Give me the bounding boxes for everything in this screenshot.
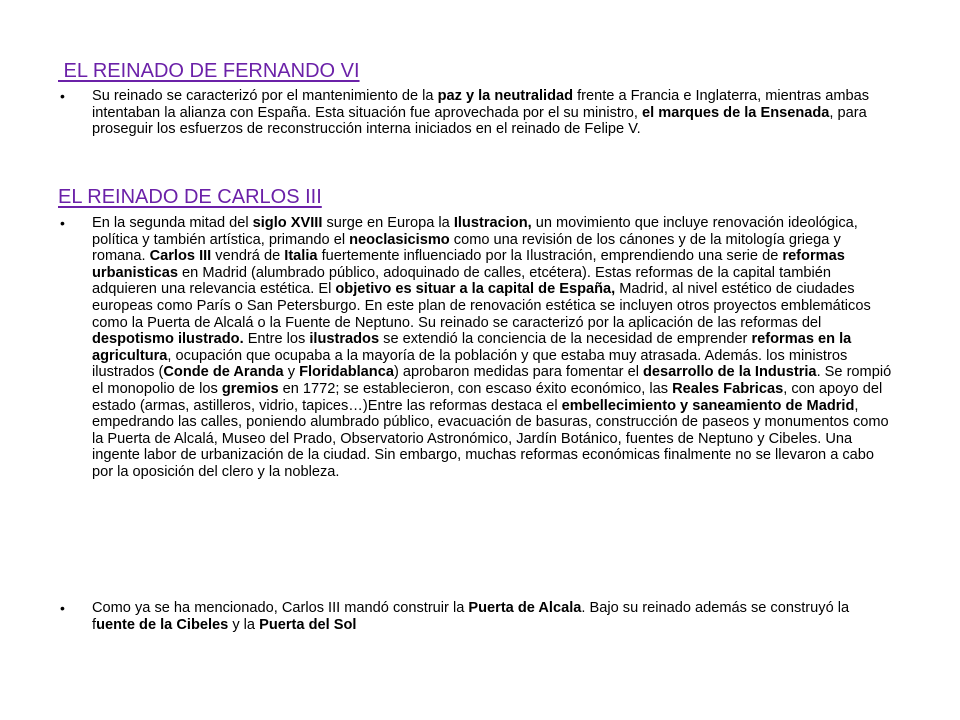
text-run: Entre los <box>243 331 310 348</box>
text-run: En la segunda mitad del <box>92 215 253 231</box>
text-run: . Bajo su reinado además se construyó la f <box>92 600 850 633</box>
bold-phrase: Ilustracion, <box>453 215 532 231</box>
text-run: , empedrando las calles, poniendo alumbrado público, evacuación de basuras, construcción de paseos y monumentos como la Puerta de Alcalá, Museo del Prado, Observatorio Astronómico, Jardín Botánico, fuentes de Neptuno y Cibeles. Una ingente labor de urbanización de la ciudad. Sin embargo, muchas reformas económicas finalmente no se llevaron a cabo por la oposición del clero y la nobleza. <box>92 397 889 480</box>
bold-phrase: siglo XVIII <box>252 215 323 231</box>
text-run: Su reinado se caracterizó por el mantenimiento de la <box>92 88 438 104</box>
text-run: ) aprobaron medidas para fomentar el <box>393 364 643 381</box>
bold-phrase: Carlos III <box>149 248 212 265</box>
bullet-dot: • <box>60 88 65 104</box>
text-run: se extendió la conciencia de la necesidad de emprender <box>379 331 752 348</box>
bold-phrase: Conde de Aranda <box>163 364 284 381</box>
text-run: surge en Europa la <box>322 215 454 231</box>
text-run: Madrid, al nivel estético de ciudades europeas como París o San Petersburgo. En este plan de renovación estética se incluyen otros proyectos emblemáticos como la Puerta de Alcalá o la Fuente de Neptuno. Su reinado se caracterizó por la aplicación de las reformas del <box>92 281 871 331</box>
bold-phrase: neoclasicismo <box>349 231 450 248</box>
bullet-dot: • <box>60 215 65 231</box>
text-run: en Madrid (alumbrado público, adoquinado de calles, etcétera). Estas reformas de la capital también adquieren una relevancia estética. El <box>92 264 832 298</box>
text-run: un movimiento que incluye renovación ideológica, política y también artística, primando el <box>92 215 858 248</box>
text-run: . Se rompió el monopolio de los <box>92 364 892 397</box>
text-run: , ocupación que ocupaba a la mayoría de la población y que estaba muy atrasada. Además. los ministros ilustrados ( <box>92 347 848 381</box>
heading-carlos-iii: EL REINADO DE CARLOS III <box>58 186 322 208</box>
text-run: y <box>283 364 300 381</box>
bold-phrase: embellecimiento y saneamiento de Madrid <box>561 397 855 414</box>
bullet-text <box>92 88 896 138</box>
bold-phrase: Floridablanca <box>299 364 394 381</box>
bullet-text <box>92 600 896 633</box>
text-run: y la <box>228 616 260 633</box>
bold-phrase: despotismo ilustrado. <box>92 331 244 348</box>
bold-phrase: Italia <box>284 248 318 265</box>
text-run: vendrá de <box>211 248 285 265</box>
text-run: frente a Francia e Inglaterra, mientras ambas intentaban la alianza con España. Esta situación fue aprovechada por el su ministro, <box>92 88 870 121</box>
bold-phrase: Puerta del Sol <box>259 616 357 633</box>
text-run: , para proseguir los esfuerzos de reconstrucción interna iniciados en el reinado de Felipe V. <box>92 104 867 138</box>
bold-phrase: reformas en la agricultura <box>92 331 852 364</box>
heading-fernando-vi: EL REINADO DE FERNANDO VI <box>58 60 360 82</box>
bold-phrase: Puerta de Alcala <box>468 600 582 616</box>
bullet-carlos-iii-reforms <box>60 215 896 481</box>
text-run: Como ya se ha mencionado, Carlos III mandó construir la <box>92 600 469 616</box>
bold-phrase: el marques de la Ensenada <box>642 104 830 121</box>
text-run: , con apoyo del estado (armas, astilleros, vidrio, tapices…)Entre las reformas destaca el <box>92 380 883 414</box>
bold-phrase: uente de la Cibeles <box>96 616 229 633</box>
bold-phrase: paz y la neutralidad <box>437 88 574 104</box>
bullet-carlos-iii-monuments <box>60 600 896 633</box>
bold-phrase: desarrollo de la Industria <box>643 364 817 381</box>
bullet-text <box>92 215 896 481</box>
bold-phrase: objetivo es situar a la capital de España, <box>335 281 616 298</box>
bold-phrase: gremios <box>221 380 279 397</box>
text-run: como una revisión de los cánones y de la mitología griega y romana. <box>92 231 841 265</box>
bold-phrase: reformas urbanisticas <box>92 248 845 281</box>
text-run: en 1772; se establecieron, con escaso éxito económico, las <box>278 380 673 397</box>
bold-phrase: ilustrados <box>309 331 380 348</box>
text-run: fuertemente influenciado por la Ilustración, emprendiendo una serie de <box>317 248 783 265</box>
bullet-dot: • <box>60 600 65 616</box>
bold-phrase: Reales Fabricas <box>672 380 784 397</box>
bullet-fernando-vi <box>60 88 896 138</box>
